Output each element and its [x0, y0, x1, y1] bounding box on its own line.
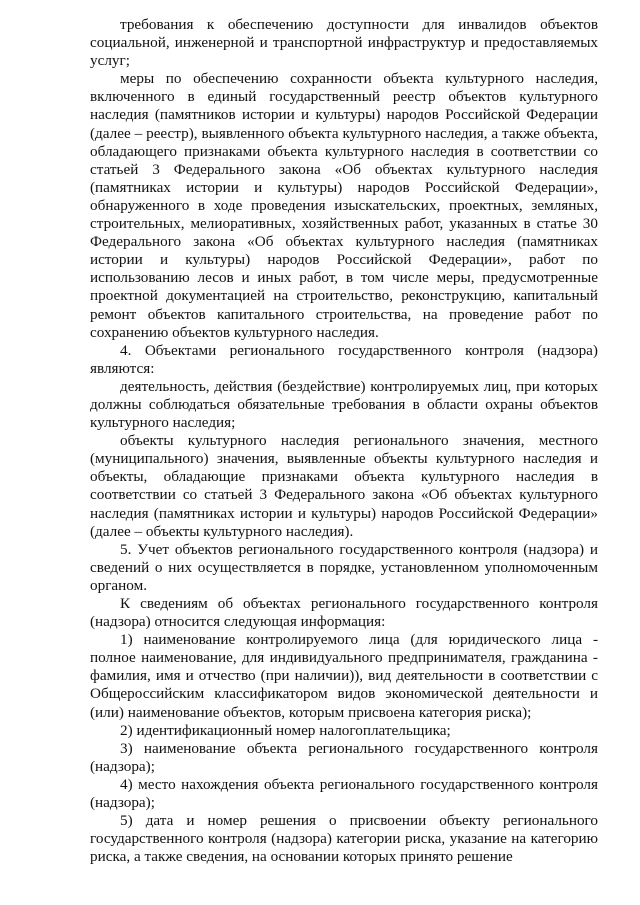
- paragraph-information-intro: К сведениям об объектах регионального государственного контроля (надзора) относится следующая информация:: [90, 595, 598, 631]
- paragraph-accessibility-requirements: требования к обеспечению доступности для инвалидов объектов социальной, инженерной и транспортной инфраструктур и предоставляемых услуг;: [90, 16, 598, 70]
- list-item-1-entity-name: 1) наименование контролируемого лица (для юридического лица - полное наименование, для индивидуального предпринимателя, гражданина - фамилия, имя и отчество (при наличии)), вид деятельности в соответствии с Общероссийским классификатором видов экономической деятельности и (или) наименование объектов, которым присвоена категория риска);: [90, 631, 598, 721]
- paragraph-section-4-heading: 4. Объектами регионального государственного контроля (надзора) являются:: [90, 341, 598, 377]
- list-item-3-object-name: 3) наименование объекта регионального государственного контроля (надзора);: [90, 739, 598, 775]
- paragraph-section-5-accounting: 5. Учет объектов регионального государственного контроля (надзора) и сведений о них осуществляется в порядке, установленном уполномоченным органом.: [90, 540, 598, 594]
- paragraph-controlled-activities: деятельность, действия (бездействие) контролируемых лиц, при которых должны соблюдаться обязательные требования в области охраны объектов культурного наследия;: [90, 377, 598, 432]
- list-item-4-object-location: 4) место нахождения объекта регионального государственного контроля (надзора);: [90, 775, 598, 812]
- list-item-2-taxpayer-number: 2) идентификационный номер налогоплательщика;: [120, 721, 451, 739]
- list-item-5-risk-category-decision: 5) дата и номер решения о присвоении объекту регионального государственного контроля (надзора) категории риска, указание на категорию риска, а также сведения, на основании которых принято решение: [90, 812, 598, 866]
- document-body: [90, 16, 598, 866]
- paragraph-heritage-preservation-measures: меры по обеспечению сохранности объекта культурного наследия, включенного в единый государственный реестр объектов культурного наследия (памятников истории и культуры) народов Российской Федерации (далее – реестр), выявленного объекта культурного наследия, а также объекта, обладающего признаками объекта культурного наследия в соответствии со статьей 3 Федерального закона «Об объектах культурного наследия (памятниках истории и культуры) народов Российской Федерации», обнаруженного в ходе проведения изыскательских, проектных, земляных, строительных, мелиоративных, хозяйственных работ, указанных в статье 30 Федерального закона «Об объектах культурного наследия (памятниках истории и культуры) народов Российской Федерации», работ по использованию лесов и иных работ, в том числе меры, предусмотренные проектной документацией на строительство, реконструкцию, капитальный ремонт объектов капитального строительства, на проведение работ по сохранению объектов культурного наследия.: [90, 70, 598, 341]
- paragraph-heritage-objects: объекты культурного наследия регионального значения, местного (муниципального) значения, выявленные объекты культурного наследия и объекты, обладающие признаками объекта культурного наследия в соответствии со статьей 3 Федерального закона «Об объектах культурного наследия (памятниках истории и культуры) народов Российской Федерации» (далее – объекты культурного наследия).: [90, 432, 598, 540]
